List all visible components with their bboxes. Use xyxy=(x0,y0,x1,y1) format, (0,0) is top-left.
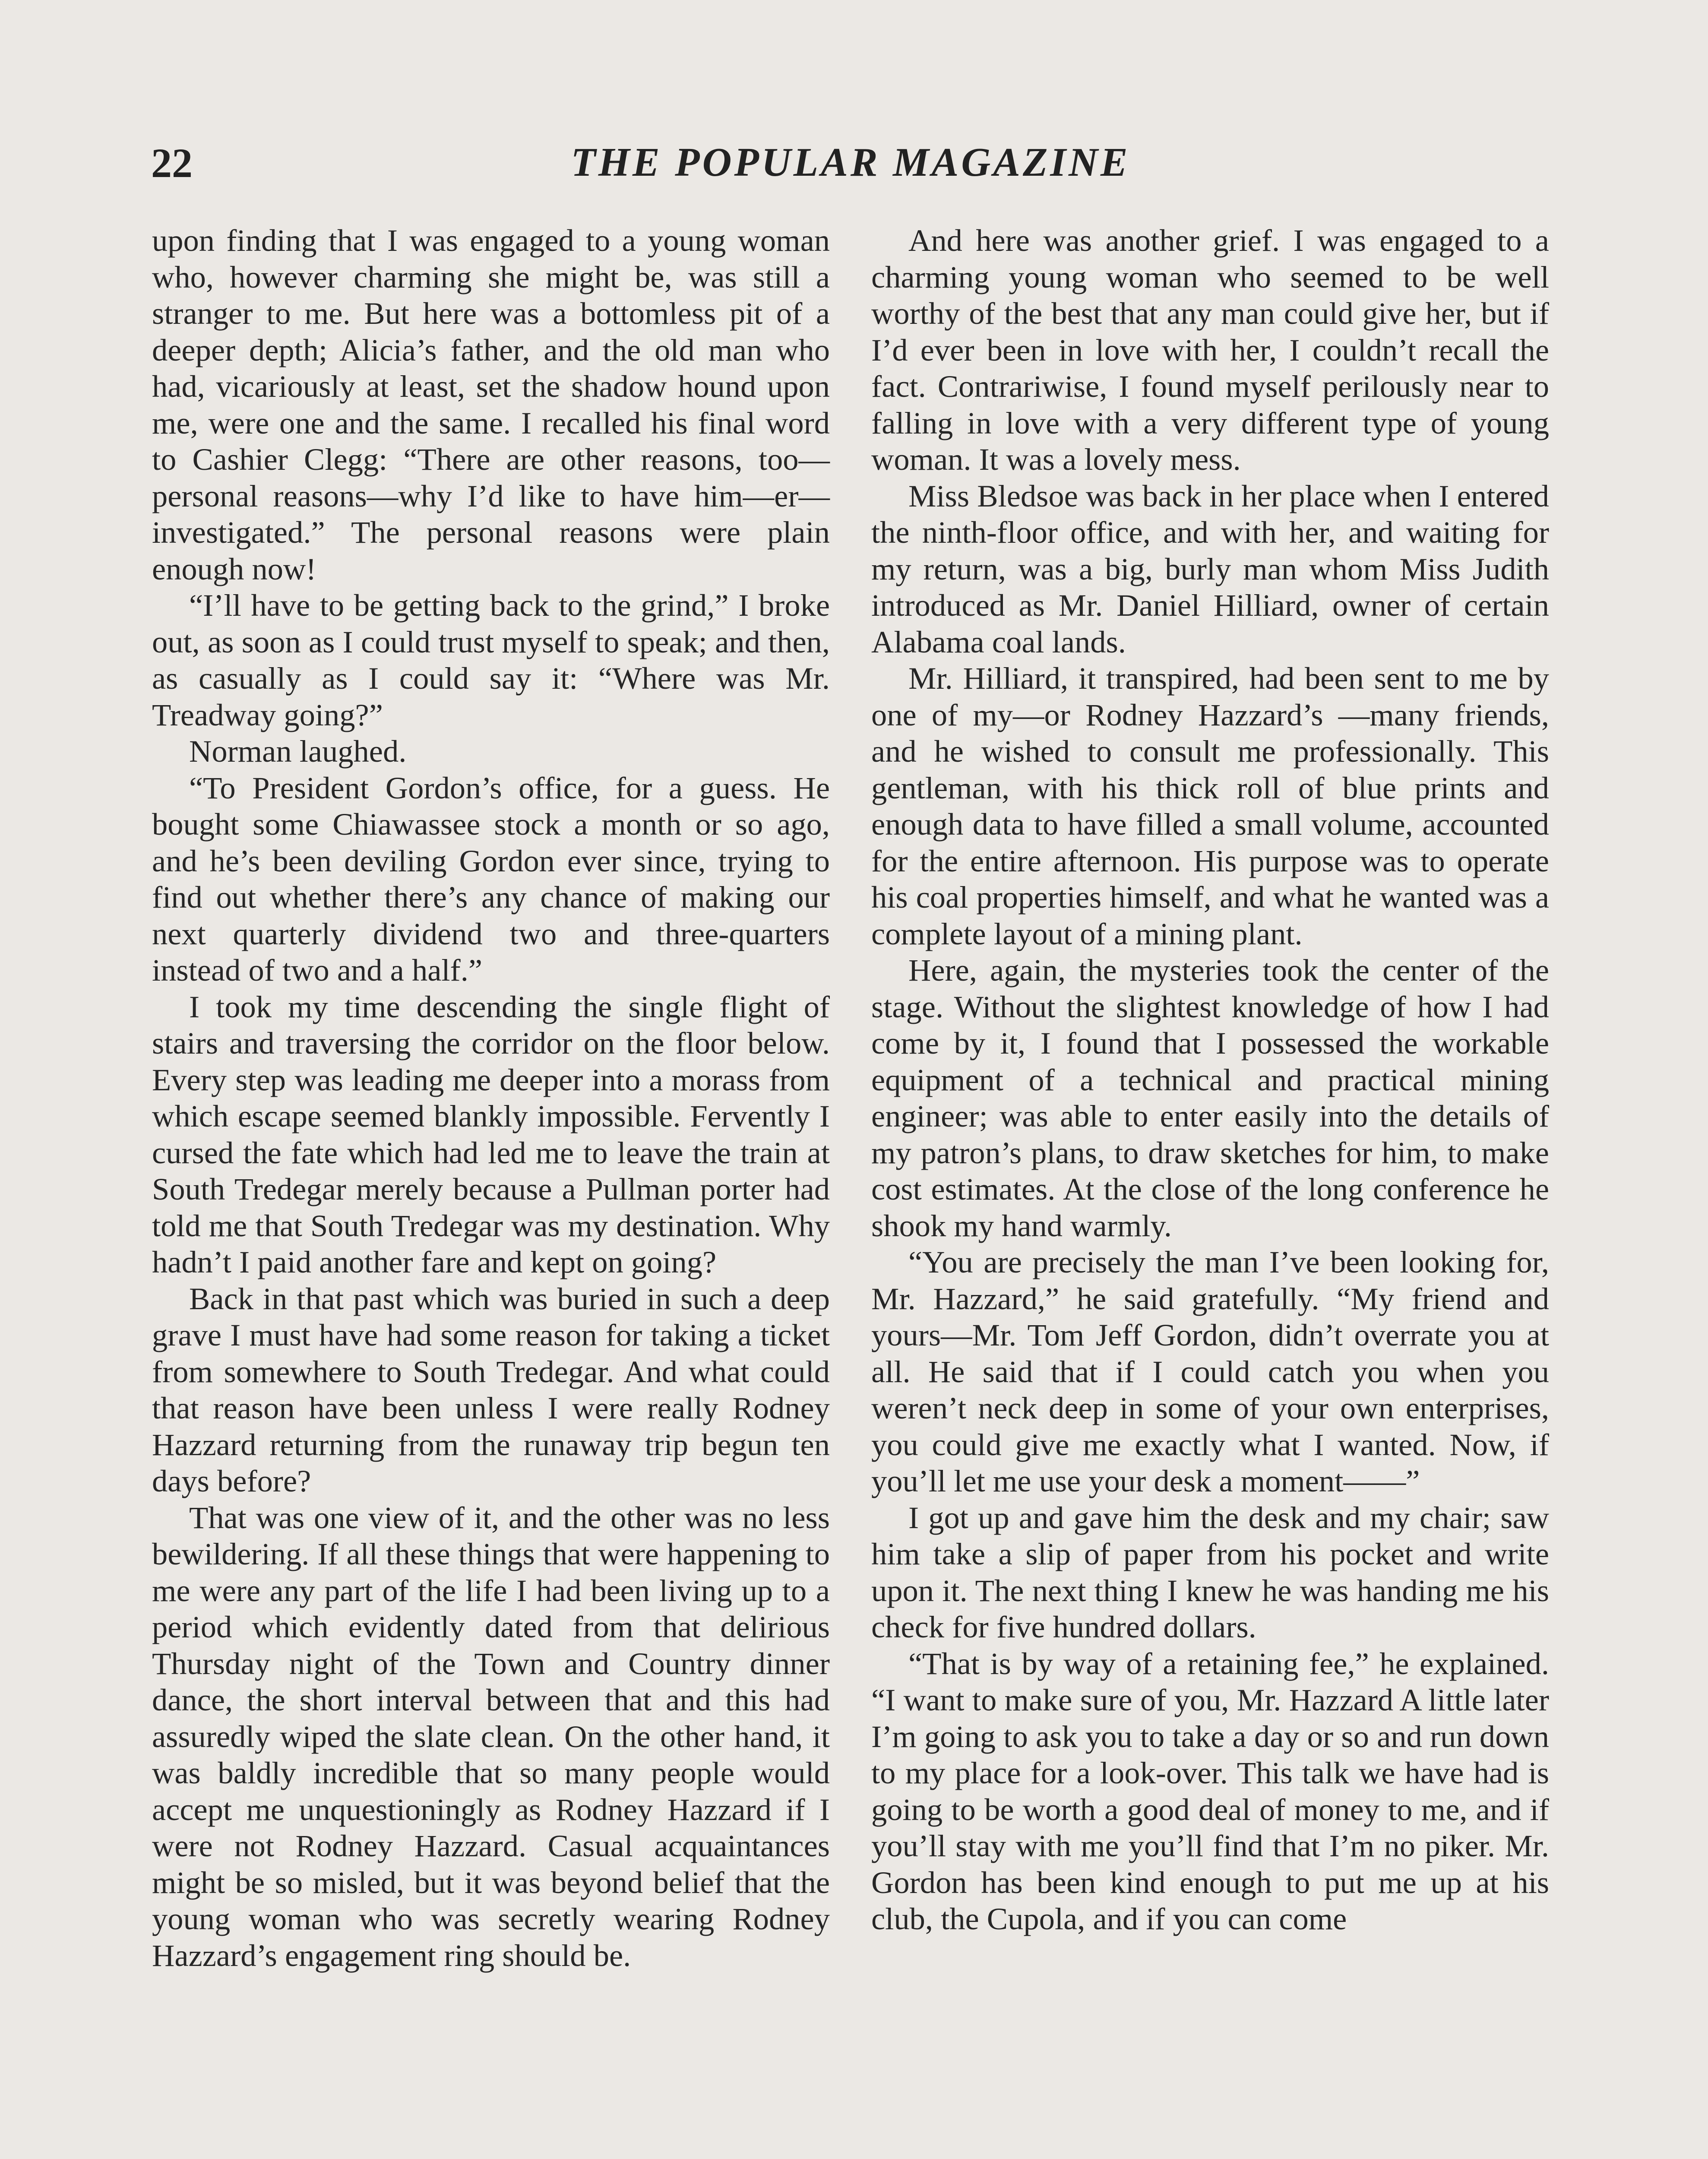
paragraph: And here was another grief. I was engaged to a charming young woman who seemed to be well worthy of the best that any man could give her, but if I’d ever been in love with her, I couldn’t recall the fact. Contrariwise, I found myself perilously near to falling in love with a very different type of young woman. It was a lovely mess. xyxy=(871,223,1549,477)
paragraph: “You are precisely the man I’ve been looking for, Mr. Hazzard,” he said gratefully. “My friend and yours—Mr. Tom Jeff Gordon, didn’t overrate you at all. He said that if I could catch you when you weren’t neck deep in some of your own enterprises, you could give me exactly what I wanted. Now, if you’ll let me use your desk a moment——” xyxy=(871,1244,1549,1498)
right-column xyxy=(871,222,1549,1937)
paragraph: Here, again, the mysteries took the center of the stage. Without the slightest knowledge of how I had come by it, I found that I possessed the workable equipment of a technical and practical mining engineer; was able to enter easily into the details of my patron’s plans, to draw sketches for him, to make cost estimates. At the close of the long conference he shook my hand warmly. xyxy=(871,953,1549,1243)
paragraph: Norman laughed. xyxy=(189,734,407,769)
paragraph: “To President Gordon’s office, for a guess. He bought some Chiawassee stock a month or so ago, and he’s been deviling Gordon ever since, trying to find out whether there’s any chance of making our next quarterly dividend two and three-quarters instead of two and a half.” xyxy=(152,770,830,988)
paragraph: “I’ll have to be getting back to the grind,” I broke out, as soon as I could trust myself to speak; and then, as casually as I could say it: “Where was Mr. Treadway going?” xyxy=(152,588,830,732)
paragraph: I took my time descending the single flight of stairs and traversing the corridor on the floor below. Every step was leading me deeper into a morass from which escape seemed blankly impossible. Fervently I cursed the fate which had led me to leave the train at South Tredegar merely because a Pullman porter had told me that South Tredegar was my destination. Why hadn’t I paid another fare and kept on going? xyxy=(152,989,830,1279)
paragraph: “That is by way of a retaining fee,” he explained. “I want to make sure of you, Mr. Hazzard A little later I’m going to ask you to take a day or so and run down to my place for a look-over. This talk we have had is going to be worth a good deal of money to me, and if you’ll stay with me you’ll find that I’m no piker. Mr. Gordon has been kind enough to put me up at his club, the Cupola, and if you can come xyxy=(871,1646,1549,1936)
paragraph: That was one view of it, and the other was no less bewildering. If all these things that were happening to me were any part of the life I had been living up to a period which evidently dated from that delirious Thursday night of the Town and Country dinner dance, the short interval between that and this had assuredly wiped the slate clean. On the other hand, it was baldly incredible that so many people would accept me unquestioningly as Rodney Hazzard if I were not Rodney Hazzard. Casual acquaintances might be so misled, but it was beyond belief that the young woman who was secretly wearing Rodney Hazzard’s engagement ring should be. xyxy=(152,1500,830,1973)
running-title: THE POPULAR MAGAZINE xyxy=(571,140,1130,185)
paragraph: upon finding that I was engaged to a young woman who, however charming she might be, was still a stranger to me. But here was a bottomless pit of a deeper depth; Alicia’s father, and the old man who had, vicariously at least, set the shadow hound upon me, were one and the same. I recalled his final word to Cashier Clegg: “There are other reasons, too—personal reasons—why I’d like to have him—er—investigated.” The personal reasons were plain enough now! xyxy=(152,223,830,586)
page-number: 22 xyxy=(151,140,193,186)
paragraph: I got up and gave him the desk and my chair; saw him take a slip of paper from his pocket and write upon it. The next thing I knew he was handing me his check for five hundred dollars. xyxy=(871,1500,1549,1644)
left-column xyxy=(152,222,830,1974)
paragraph: Mr. Hilliard, it transpired, had been sent to me by one of my—or Rodney Hazzard’s —many friends, and he wished to consult me professionally. This gentleman, with his thick roll of blue prints and enough data to have filled a small volume, accounted for the entire afternoon. His purpose was to operate his coal properties himself, and what he wanted was a complete layout of a mining plant. xyxy=(871,661,1549,951)
page-header xyxy=(151,139,1550,199)
paragraph: Back in that past which was buried in such a deep grave I must have had some reason for taking a ticket from somewhere to South Tredegar. And what could that reason have been unless I were really Rodney Hazzard returning from the runaway trip begun ten days before? xyxy=(152,1281,830,1498)
paragraph: Miss Bledsoe was back in her place when I entered the ninth-floor office, and with her, and waiting for my return, was a big, burly man whom Miss Judith introduced as Mr. Daniel Hilliard, owner of certain Alabama coal lands. xyxy=(871,478,1549,659)
